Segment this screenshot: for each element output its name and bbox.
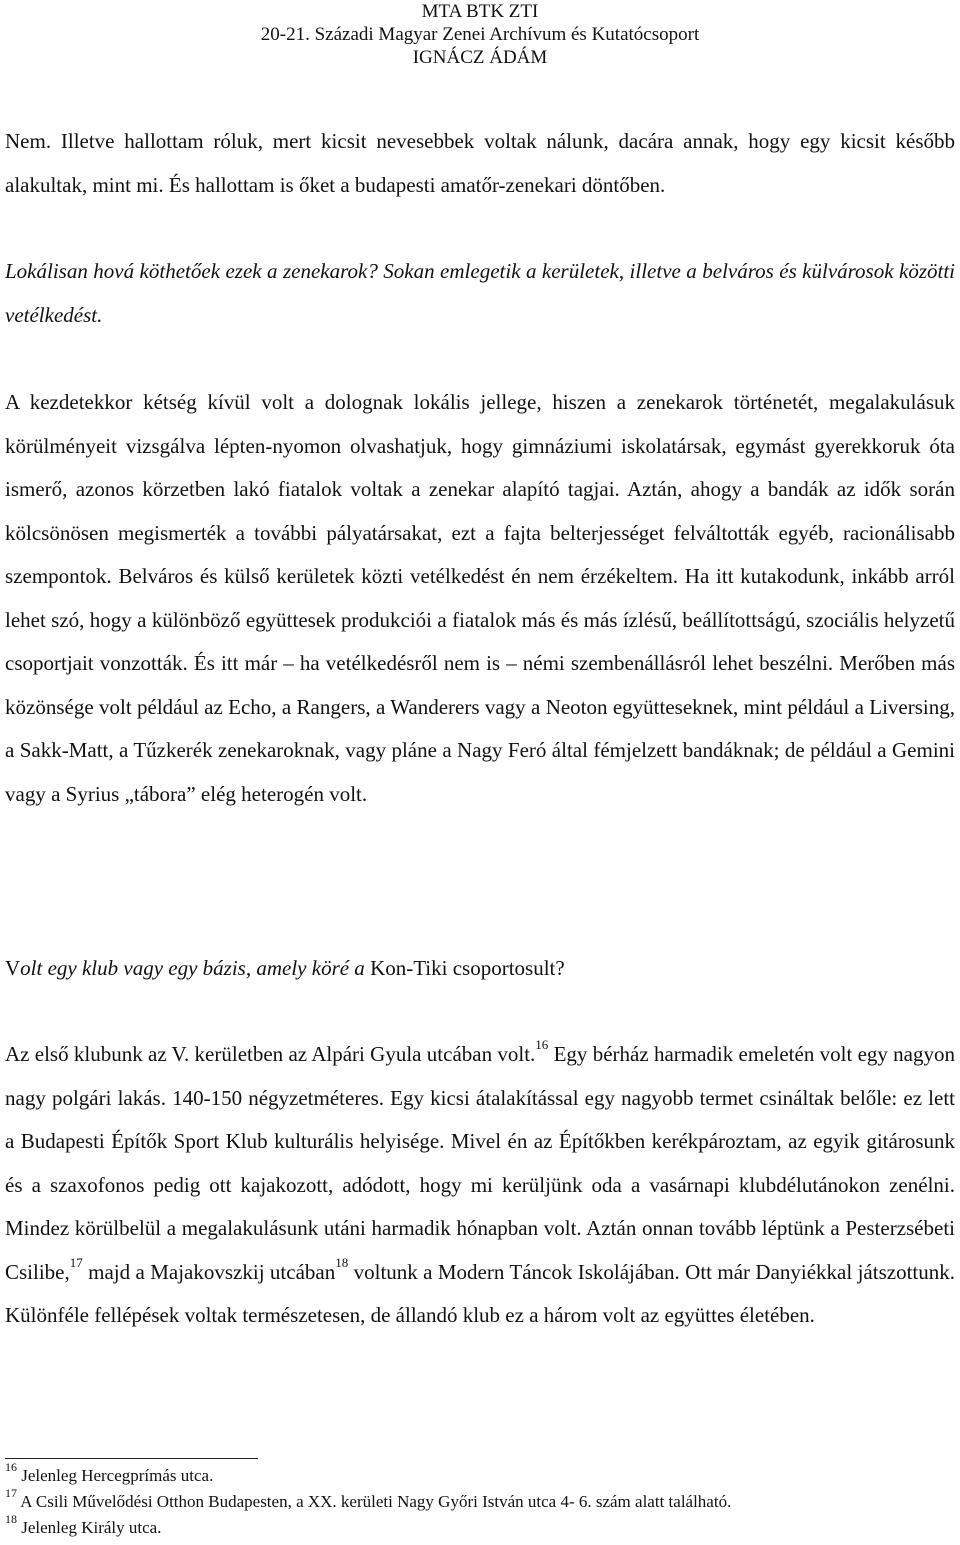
answer-text-c: majd a Majakovszkij utcában bbox=[82, 1259, 336, 1284]
header-institution: MTA BTK ZTI bbox=[421, 1, 539, 22]
footnote-separator bbox=[5, 1458, 258, 1459]
question-paragraph-2 bbox=[5, 947, 955, 991]
answer-text-a: Az első klubunk az V. kerületben az Alpári Gyula utcában volt. bbox=[5, 1042, 536, 1066]
footnote-text: Jelenleg Hercegprímás utca. bbox=[17, 1466, 214, 1485]
header-archive: 20-21. Századi Magyar Zenei Archívum és Kutatócsoport bbox=[260, 24, 700, 45]
footnote-18 bbox=[5, 1512, 955, 1541]
footnote-17 bbox=[5, 1486, 955, 1515]
answer-text-d: voltunk a Modern Táncok Iskolájában. Ott már Danyiékkal játszottunk. Különféle fellépések voltak természetesen, de állandó klub ez a három volt az együttes életében. bbox=[5, 1259, 956, 1327]
footnote-ref-18[interactable]: 18 bbox=[335, 1254, 349, 1270]
footnote-number: 18 bbox=[5, 1512, 17, 1527]
footnote-number: 16 bbox=[5, 1460, 17, 1475]
question-tail: Kon-Tiki csoportosult? bbox=[364, 956, 565, 980]
question-paragraph-1: Lokálisan hová köthetőek ezek a zenekarok? Sokan emlegetik a kerületek, illetve a belváros és külvárosok közötti vetélkedést. bbox=[5, 259, 955, 327]
page-header bbox=[0, 0, 960, 69]
footnote-ref-17[interactable]: 17 bbox=[69, 1254, 83, 1270]
answer-paragraph-1: Nem. Illetve hallottam róluk, mert kicsit nevesebbek voltak nálunk, dacára annak, hogy egy kicsit később alakultak, mint mi. És hallottam is őket a budapesti amatőr-zenekari döntőben. bbox=[5, 129, 955, 197]
footnote-16 bbox=[5, 1460, 955, 1489]
footnotes bbox=[5, 1460, 955, 1541]
question-initial: V bbox=[5, 956, 21, 980]
answer-paragraph-2: A kezdetekkor kétség kívül volt a dolognak lokális jellege, hiszen a zenekarok történetét, megalakulásuk körülményeit vizsgálva lépten-nyomon olvashatjuk, hogy gimnáziumi iskolatársak, egymást gyerekkoruk óta ismerő, azonos körzetben lakó fiatalok voltak a zenekar alapító tagjai. Aztán, ahogy a bandák az idők során kölcsönösen megismerték a további pályatársakat, ezt a fajta belterjességet felváltották egyéb, racionálisabb szempontok. Belváros és külső kerületek közti vetélkedést én nem érzékeltem. Ha itt kutakodunk, inkább arról lehet szó, hogy a különböző együttesek produkciói a fiatalok más és más ízlésű, beállítottságú, szociális helyzetű csoportjait vonzották. És itt már – ha vetélkedésről nem is – némi szembenállásról lehet beszélni. Merőben más közönsége volt például az Echo, a Rangers, a Wanderers vagy a Neoton együtteseknek, mint például a Liversing, a Sakk-Matt, a Tűzkerék zenekaroknak, vagy pláne a Nagy Feró által fémjelzett bandáknak; de például a Gemini vagy a Syrius „tábora” elég heterogén volt. bbox=[5, 390, 955, 806]
answer-paragraph-3 bbox=[5, 1033, 955, 1338]
question-italic-text: olt egy klub vagy egy bázis, amely köré a bbox=[20, 956, 365, 980]
header-author: IGNÁCZ ÁDÁM bbox=[412, 47, 548, 68]
footnote-ref-16[interactable]: 16 bbox=[535, 1037, 549, 1052]
answer-text-b: Egy bérház harmadik emeletén volt egy nagyon nagy polgári lakás. 140-150 négyzetméteres. Egy kicsi átalakítással egy nagyobb termet csináltak belőle: ez lett a Budapesti Építők Sport Klub kulturális helyisége. Mivel én az Építőkben kerékpároztam, az egyik gitárosunk és a szaxofonos pedig ott kajakozott, adódott, hogy mi kerüljünk oda a vasárnapi klubdélutánokon zenélni. Mindez körülbelül a megalakulásunk utáni harmadik hónapban volt. Aztán onnan tovább léptünk a Pesterzsébeti Csilibe, bbox=[5, 1042, 955, 1284]
footnote-number: 17 bbox=[5, 1486, 17, 1501]
footnote-text: Jelenleg Király utca. bbox=[17, 1518, 162, 1537]
footnote-text: A Csili Művelődési Otthon Budapesten, a XX. kerületi Nagy Győri István utca 4- 6. szám alatt található. bbox=[17, 1492, 732, 1511]
